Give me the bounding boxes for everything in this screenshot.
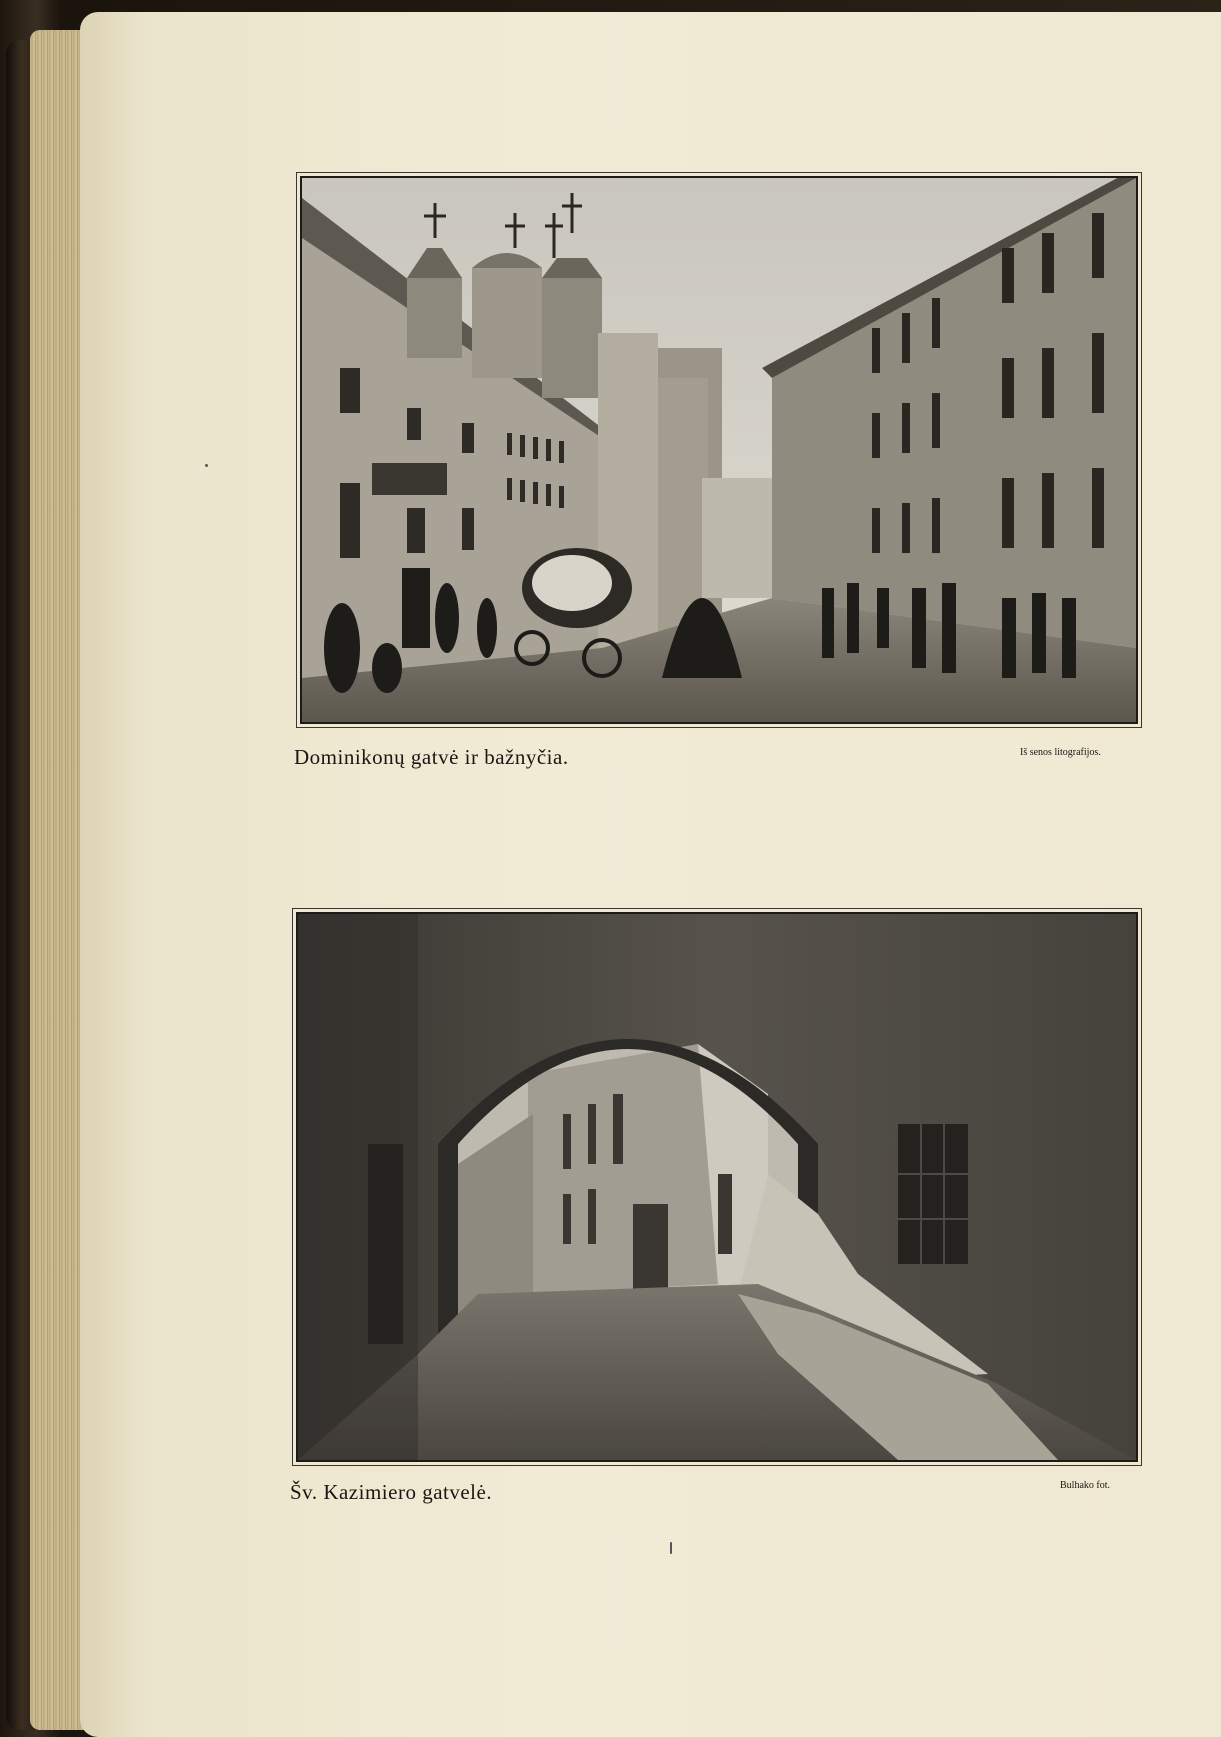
lithograph-street-church [300, 176, 1138, 724]
photo-archway-street [296, 912, 1138, 1462]
plate-1-caption: Dominikonų gatvė ir bažnyčia. [294, 745, 569, 769]
plate-2-caption: Šv. Kazimiero gatvelė. [290, 1480, 493, 1504]
photo-image [298, 914, 1136, 1460]
paper-speck [670, 1542, 672, 1554]
plate-1-credit: Iš senos litografijos. [1020, 747, 1101, 758]
lithograph-image [302, 178, 1136, 722]
paper-speck [205, 464, 208, 467]
plate-2-credit: Bulhako fot. [1060, 1480, 1110, 1491]
